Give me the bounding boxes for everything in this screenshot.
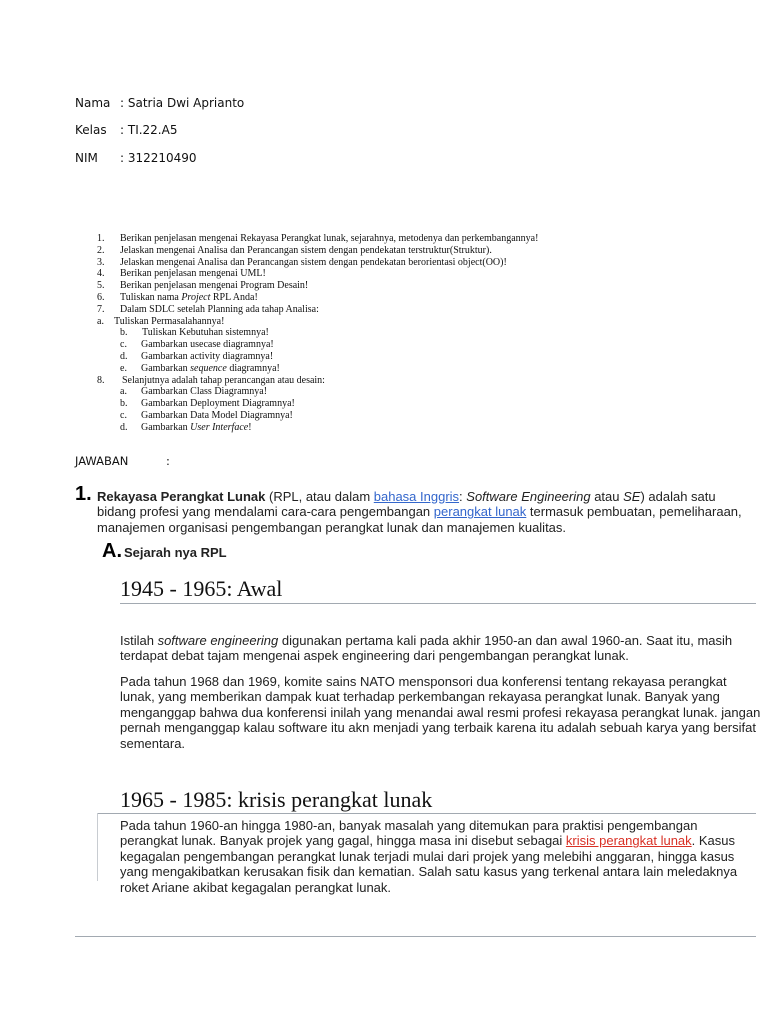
question-list (97, 233, 697, 434)
answer-term: Rekayasa Perangkat Lunak (97, 489, 266, 504)
question-text: Berikan penjelasan mengenai Program Desain! (120, 280, 309, 292)
question-item (97, 304, 697, 316)
sub-question-item (97, 398, 697, 410)
sub-question-text: Gambarkan User Interface! (141, 421, 252, 433)
link-krisis-perangkat-lunak[interactable]: krisis perangkat lunak (565, 833, 692, 849)
sub-question-item (97, 386, 697, 398)
nim-label: NIM (75, 151, 98, 165)
link-bahasa-inggris[interactable]: bahasa Inggris (373, 489, 460, 504)
question-number: 5. (97, 280, 105, 292)
answers-label: JAWABAN (75, 454, 129, 468)
question-text: Berikan penjelasan mengenai UML! (120, 268, 266, 280)
sub-question-letter: a. (97, 315, 104, 327)
question-text: Jelaskan mengenai Analisa dan Perancangan sistem dengan pendekatan terstruktur(Struktur). (120, 244, 492, 256)
sub-question-letter: c. (120, 409, 127, 421)
question-item (97, 245, 697, 257)
sub-section-title: Sejarah nya RPL (124, 545, 227, 560)
question-item (97, 280, 697, 292)
question-number: 1. (97, 233, 105, 244)
question-item (97, 233, 697, 245)
section-2-paragraph-1: Pada tahun 1960-an hingga 1980-an, banyak masalah yang ditemukan para praktisi pengembangan perangkat lunak. Banyak projek yang gagal, hingga masa ini disebut sebagai krisis perangkat lunak. Kasus kegagalan pengembangan perangkat lunak terjadi mulai dari projek yang melebihi anggaran, hingga kasus yang mengakibatkan kerusakan fisik dan kematian. Salah satu kasus yang terkenal antara lain meledaknya roket Ariane akibat kegagalan perangkat lunak. (120, 818, 738, 895)
answer-1-paragraph: Rekayasa Perangkat Lunak (RPL, atau dalam bahasa Inggris: Software Engineering atau SE) adalah satu bidang profesi yang mendalami cara-cara pengembangan perangkat lunak termasuk pembuatan, pemeliharaan, manajemen organisasi pengembangan perangkat lunak dan manajemen kualitas. (97, 489, 742, 535)
question-item (97, 292, 697, 304)
sub-question-item (97, 339, 697, 351)
link-perangkat-lunak[interactable]: perangkat lunak (433, 504, 527, 520)
sub-question-text: Tuliskan Kebutuhan sistemnya! (142, 327, 269, 339)
kelas-label: Kelas (75, 123, 107, 137)
nim-value: : 312210490 (120, 151, 197, 165)
sub-question-text: Tuliskan Permasalahannya! (114, 315, 225, 327)
sub-question-text: Gambarkan usecase diagramnya! (141, 339, 274, 351)
sub-question-letter: d. (120, 421, 128, 433)
heading-divider (97, 813, 756, 814)
sub-question-text: Gambarkan sequence diagramnya! (141, 362, 280, 374)
sub-question-text: Gambarkan Class Diagramnya! (141, 386, 268, 398)
nama-row (75, 96, 375, 112)
sub-question-letter: c. (120, 339, 127, 351)
sub-question-letter: e. (120, 362, 127, 374)
question-text: Selanjutnya adalah tahap perancangan atau desain: (122, 374, 325, 386)
heading-divider (120, 603, 756, 604)
sub-question-letter: a. (120, 386, 127, 398)
question-item (97, 257, 697, 269)
sub-question-letter: b. (120, 327, 128, 339)
answers-colon: : (166, 454, 170, 468)
sub-question-text: Gambarkan Data Model Diagramnya! (141, 409, 293, 421)
sub-question-item (74, 316, 697, 328)
sub-question-letter: b. (120, 398, 128, 410)
sub-question-item (97, 363, 697, 375)
question-text: Jelaskan mengenai Analisa dan Perancangan sistem dengan pendekatan berorientasi object(OO)! (120, 256, 507, 268)
section-heading: 1965 - 1985: krisis perangkat lunak (120, 787, 433, 812)
question-number: 8. (97, 374, 105, 386)
sub-question-text: Gambarkan activity diagramnya! (141, 350, 274, 362)
sub-section-letter: A. (102, 540, 122, 562)
question-item (97, 268, 697, 280)
side-bar-line (97, 813, 98, 881)
question-text: Dalam SDLC setelah Planning ada tahap Analisa: (120, 303, 319, 315)
sub-question-letter: d. (120, 350, 128, 362)
section-1-paragraph-2: Pada tahun 1968 dan 1969, komite sains NATO mensponsori dua konferensi tentang rekayasa perangkat lunak, yang memberikan dampak kuat terhadap perkembangan rekayasa perangkat lunak. Banyak yang menganggap bahwa dua konferensi inilah yang menandai awal resmi profesi rekayasa perangkat lunak. jangan pernah menganggap kalau software itu akn menjadi yang terbaik karena itu adalah sebuah karya yang bersifat sementara. (120, 674, 761, 751)
question-number: 2. (97, 244, 105, 256)
sub-question-item (97, 327, 697, 339)
question-number: 4. (97, 268, 105, 280)
question-text: Berikan penjelasan mengenai Rekayasa Perangkat lunak, sejarahnya, metodenya dan perkembangannya! (120, 233, 539, 244)
sub-question-item (97, 351, 697, 363)
question-number: 6. (97, 291, 105, 303)
sub-question-item (97, 410, 697, 422)
question-number: 7. (97, 303, 105, 315)
kelas-row (75, 123, 375, 139)
answers-label-row (75, 454, 275, 470)
section-heading: 1945 - 1965: Awal (120, 576, 283, 601)
question-number: 3. (97, 256, 105, 268)
section-1-paragraph-1: Istilah software engineering digunakan pertama kali pada akhir 1950-an dan awal 1960-an. Saat itu, masih terdapat debat tajam mengenai aspek engineering dari pengembangan perangkat lunak. (120, 633, 733, 664)
answer-number: 1. (75, 483, 92, 505)
question-text: Tuliskan nama Project RPL Anda! (120, 291, 258, 303)
sub-question-item (97, 422, 697, 434)
kelas-value: : TI.22.A5 (120, 123, 178, 137)
nim-row (75, 151, 375, 167)
nama-value: : Satria Dwi Aprianto (120, 96, 245, 110)
nama-label: Nama (75, 96, 111, 110)
sub-question-text: Gambarkan Deployment Diagramnya! (141, 398, 295, 410)
page-divider (75, 936, 756, 937)
question-item (97, 375, 697, 387)
